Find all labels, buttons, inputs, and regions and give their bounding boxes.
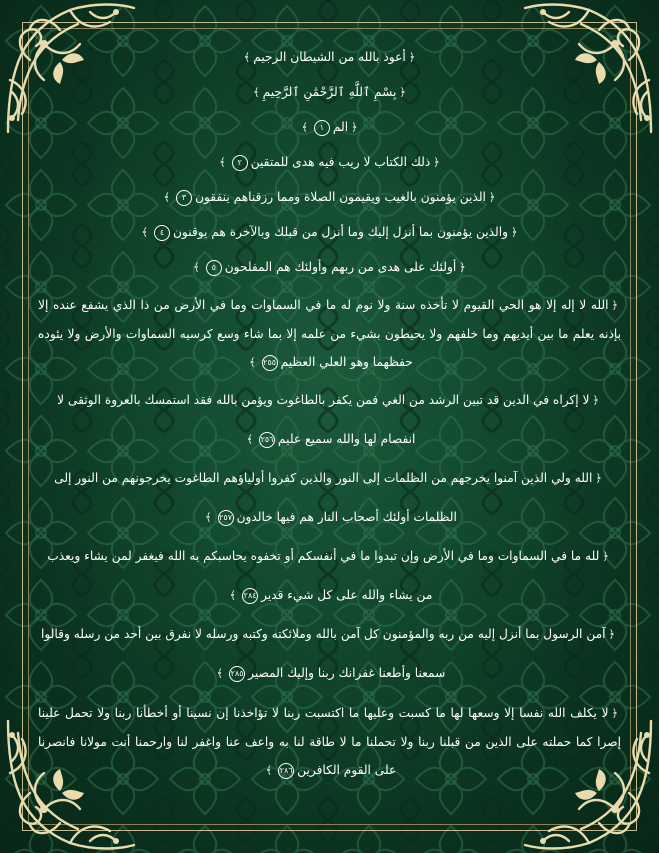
ornate-parenthesis-icon: ﴾ xyxy=(243,51,251,64)
verse-text: أعوذ بالله من الشيطان الرجيم xyxy=(253,50,406,64)
verse-2 xyxy=(38,145,621,180)
verse-text: والذين يؤمنون بما أنزل إليك وما أنزل من قبلك وبالآخرة هم يوقنون xyxy=(172,225,509,239)
ornate-parenthesis-icon: ﴾ xyxy=(219,156,226,169)
verse-text: الذين يؤمنون بالغيب ويقيمون الصلاة ومما رزقناهم ينفقون xyxy=(195,190,486,204)
verse-number-badge: ٥ xyxy=(206,260,222,276)
ornate-parenthesis-icon: ﴿ xyxy=(488,191,496,204)
ornate-parenthesis-icon: ﴾ xyxy=(205,511,212,524)
ornate-parenthesis-icon: ﴿ xyxy=(602,550,609,563)
ornate-parenthesis-icon: ﴿ xyxy=(511,226,518,239)
ornate-parenthesis-icon: ﴾ xyxy=(253,86,260,99)
ornate-parenthesis-icon: ﴿ xyxy=(433,156,440,169)
ornate-parenthesis-icon: ﴿ xyxy=(399,86,406,99)
verse-285 xyxy=(38,615,621,693)
verse-286 xyxy=(38,699,621,785)
verse-text: ذلك الكتاب لا ريب فيه هدى للمتقين xyxy=(250,155,431,169)
ornate-parenthesis-icon: ﴾ xyxy=(301,121,308,134)
ornate-parenthesis-icon: ﴿ xyxy=(608,628,615,641)
verse-basmala xyxy=(38,75,621,110)
verse-text: لا إكراه في الدين قد تبين الرشد من الغي فمن يكفر بالطاغوت ويؤمن بالله فقد استمسك بالعروة الوثقى لا انفصام لها والله سميع عليم xyxy=(57,393,590,446)
ornate-parenthesis-icon: ﴾ xyxy=(216,667,224,680)
verse-5 xyxy=(38,250,621,285)
ornate-parenthesis-icon: ﴿ xyxy=(408,51,416,64)
ornate-parenthesis-icon: ﴾ xyxy=(249,356,256,369)
ornate-parenthesis-icon: ﴿ xyxy=(611,707,618,720)
ornate-parenthesis-icon: ﴾ xyxy=(141,226,148,239)
ornate-parenthesis-icon: ﴾ xyxy=(163,191,171,204)
verse-3 xyxy=(38,180,621,215)
ornate-parenthesis-icon: ﴾ xyxy=(229,589,237,602)
verse-number-badge: ٢٥٥ xyxy=(262,355,278,371)
verse-number-badge: ٤ xyxy=(154,225,170,241)
verse-number-badge: ١ xyxy=(314,120,330,136)
ornate-parenthesis-icon: ﴿ xyxy=(595,472,602,485)
verse-text: لا يكلف الله نفسا إلا وسعها لها ما كسبت وعليها ما اكتسبت ربنا لا تؤاخذنا إن نسينا أو أخطأنا ربنا ولا تحمل علينا إصرا كما حملته على الذين من قبلنا ربنا ولا تحملنا ما لا طاقة لنا به واعف عنا واغفر لنا وارحمنا أنت مولانا فانصرنا على القوم الكافرين xyxy=(38,706,621,777)
verse-number-badge: ٢٥٦ xyxy=(259,432,275,448)
ornate-parenthesis-icon: ﴾ xyxy=(246,433,254,446)
ornate-parenthesis-icon: ﴿ xyxy=(611,299,618,312)
verse-256 xyxy=(38,381,621,459)
verse-text: بِسْمِ ٱللَّهِ ٱلرَّحْمَٰنِ ٱلرَّحِيمِ xyxy=(262,85,397,99)
verse-number-badge: ٢٨٦ xyxy=(278,763,294,779)
ornate-parenthesis-icon: ﴿ xyxy=(459,261,466,274)
verse-number-badge: ٢٥٧ xyxy=(218,510,234,526)
verse-text: آمن الرسول بما أنزل إليه من ربه والمؤمنون كل آمن بالله وملائكته وكتبه ورسله لا نفرق بين أحد من رسله وقالوا سمعنا وأطعنا غفرانك ربنا وإليك المصير xyxy=(41,627,606,680)
verse-text: الم xyxy=(332,120,349,134)
ornate-parenthesis-icon: ﴾ xyxy=(265,764,273,777)
ornate-parenthesis-icon: ﴾ xyxy=(193,261,200,274)
verse-number-badge: ٣ xyxy=(176,190,192,206)
verse-255 xyxy=(38,291,621,377)
verse-text: الله لا إله إلا هو الحي القيوم لا تأخذه سنة ولا نوم له ما في السماوات وما في الأرض من ذا الذي يشفع عنده إلا بإذنه يعلم ما بين أيديهم وما خلفهم ولا يحيطون بشيء من علمه إلا بما شاء وسع كرسيه السماوات والأرض ولا يئوده حفظهما وهو العلي العظيم xyxy=(38,298,621,369)
verse-text: لله ما في السماوات وما في الأرض وإن تبدوا ما في أنفسكم أو تخفوه يحاسبكم به الله فيغفر لمن يشاء ويعذب من يشاء والله على كل شيء قدير xyxy=(47,549,600,602)
verse-text: الله ولي الذين آمنوا يخرجهم من الظلمات إلى النور والذين كفروا أولياؤهم الطاغوت يخرجونهم من النور إلى الظلمات أولئك أصحاب النار هم فيها خالدون xyxy=(54,471,593,524)
verse-number-badge: ٢٨٤ xyxy=(242,588,258,604)
ornate-parenthesis-icon: ﴿ xyxy=(592,394,599,407)
ornate-parenthesis-icon: ﴿ xyxy=(351,121,358,134)
verse-number-badge: ٢ xyxy=(232,155,248,171)
verse-4 xyxy=(38,215,621,250)
verse-257 xyxy=(38,459,621,537)
verse-1 xyxy=(38,110,621,145)
verses-text-block xyxy=(38,40,621,789)
verse-text: أولئك على هدى من ربهم وأولئك هم المفلحون xyxy=(224,260,457,274)
verse-number-badge: ٢٨٥ xyxy=(229,666,245,682)
verse-284 xyxy=(38,537,621,615)
verse-isti'adha xyxy=(38,40,621,75)
